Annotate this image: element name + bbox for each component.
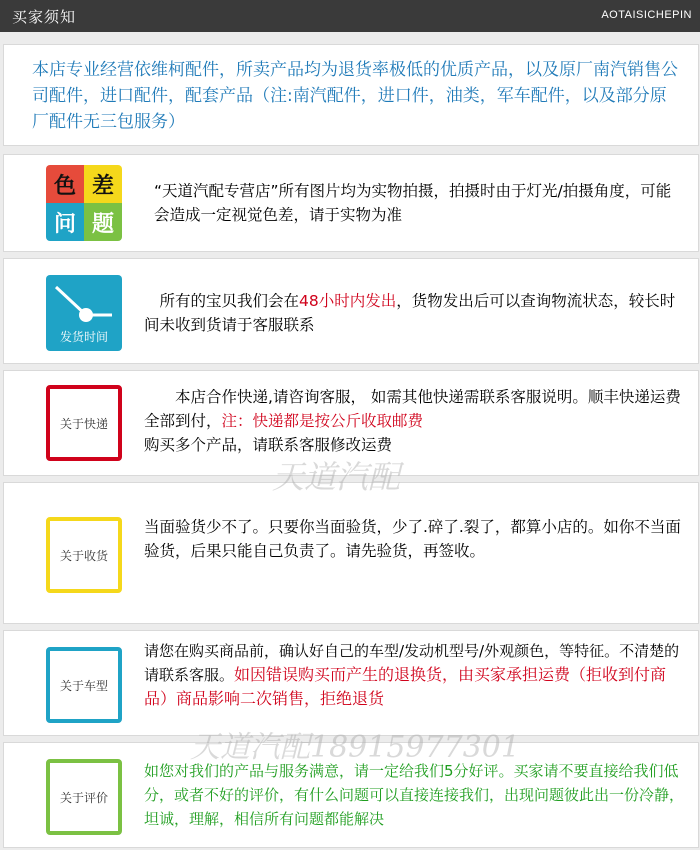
page-title: 买家须知 (12, 8, 77, 26)
color-section (3, 154, 699, 252)
vehicle-section (3, 630, 699, 736)
icon-char: 问 (46, 203, 84, 241)
icon-label: 关于车型 (59, 678, 108, 693)
text-part: ，货物发出后可以查询物流状态，较长时间未收到货请于客服联系 (144, 292, 676, 334)
icon-label: 关于快递 (59, 416, 108, 431)
highlight-text: 48小时内发出 (299, 292, 397, 310)
highlight-text: 注：快递都是按公斤收取邮费 (221, 412, 424, 430)
text-part: 购买多个产品，请联系客服修改运费 (144, 436, 393, 454)
courier-icon (46, 385, 122, 461)
brand-name: AOTAISICHEPIN (601, 9, 692, 21)
inspection-section (3, 482, 699, 624)
vehicle-icon (46, 647, 122, 723)
inspection-text: 当面验货少不了。只要你当面验货，少了.碎了.裂了，都算小店的。如你不当面验货，后果只能自己负责了。请先验货，再签收。 (144, 518, 681, 560)
text-part: 请您在购买商品前，确认好自己的车型/发动机型号/外观颜色，等特征。不清楚的请联系客服。 (144, 642, 680, 684)
clock-hands-icon (46, 275, 122, 329)
text-part: 所有的宝贝我们会在 (159, 292, 300, 310)
watermark: 天道汽配18915977301 (190, 730, 520, 765)
icon-label: 关于收货 (59, 548, 108, 563)
review-icon (46, 759, 122, 835)
courier-text (144, 385, 689, 457)
icon-label: 关于评价 (59, 790, 108, 805)
clock-icon (46, 275, 122, 351)
shipping-time-section (3, 258, 699, 364)
inspection-icon (46, 517, 122, 593)
icon-char: 题 (84, 203, 122, 241)
shipping-time-text (144, 289, 684, 337)
icon-char: 色 (46, 165, 84, 203)
watermark: 天道汽配 (272, 458, 401, 496)
icon-char: 差 (84, 165, 122, 203)
intro-text: 本店专业经营依维柯配件，所卖产品均为退货率极低的优质产品，以及原厂南汽销售公司配件，进口配件，配套产品（注:南汽配件，进口件，油类，军车配件，以及部分原厂配件无三包服务） (32, 60, 678, 132)
vehicle-text (144, 639, 689, 711)
icon-label: 发货时间 (59, 330, 108, 344)
highlight-text: 如因错误购买而产生的退换货，由买家承担运费（拒收到付商品）商品影响二次销售，拒绝退货 (144, 665, 667, 708)
header-bar (0, 0, 700, 32)
color-difference-icon (46, 165, 122, 241)
review-text: 如您对我们的产品与服务满意，请一定给我们5分好评。买家请不要直接给我们低分，或者不好的评价，有什么问题可以直接连接我们，出现问题彼此出一份冷静，坦诚，理解，相信所有问题都能解决 (144, 762, 685, 828)
color-text: “天道汽配专营店”所有图片均为实物拍摄，拍摄时由于灯光/拍摄角度，可能会造成一定视觉色差，请于实物为准 (154, 182, 672, 224)
intro-panel (3, 44, 699, 146)
text-part: 本店合作快递,请咨询客服， 如需其他快递需联系客服说明。顺丰快递运费全部到付， (144, 388, 681, 430)
